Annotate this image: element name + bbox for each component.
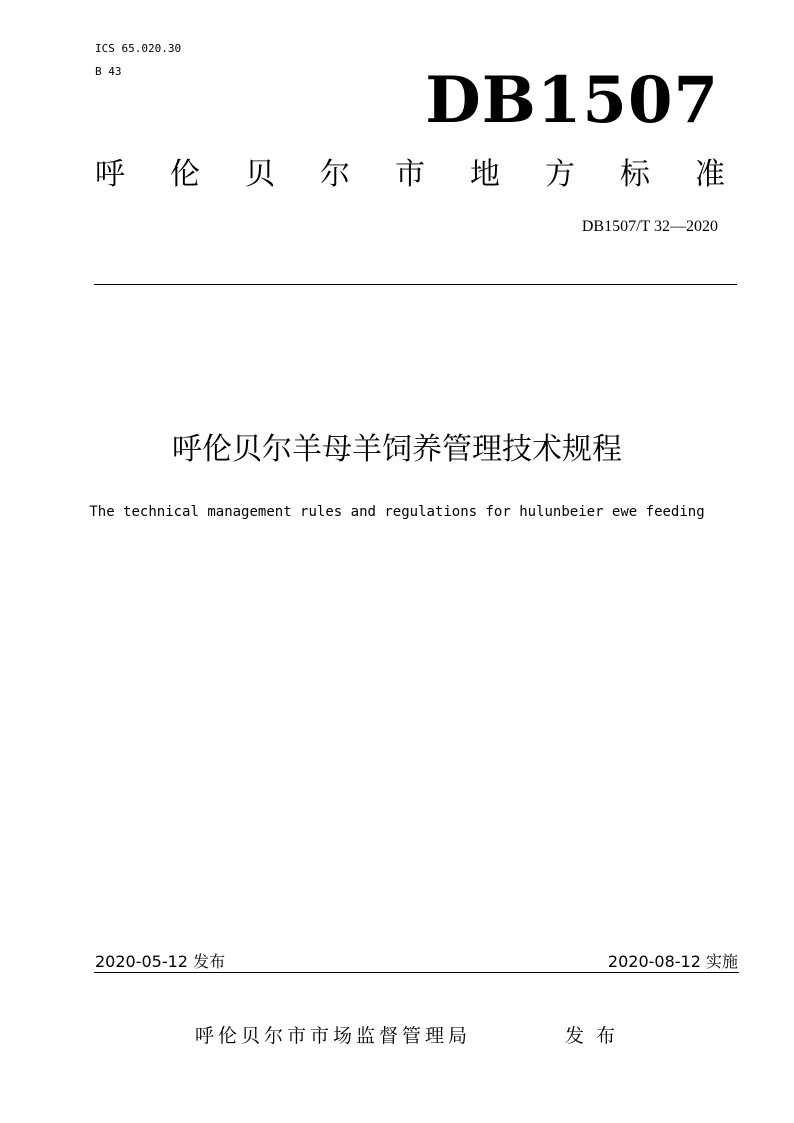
implementation-date: 2020-08-12 实施 (607, 952, 738, 971)
standard-number: DB1507/T 32—2020 (581, 218, 718, 235)
document-title-en: The technical management rules and regulations for hulunbeier ewe feeding (89, 504, 705, 520)
issuing-authority: 呼伦贝尔市市场监督管理局 (195, 1025, 472, 1047)
standard-type-char: 呼 (95, 157, 125, 192)
standard-type-heading (95, 155, 725, 195)
bottom-divider (94, 972, 739, 973)
standard-type-char: 方 (545, 157, 575, 192)
document-title-cn: 呼伦贝尔羊母羊饲养管理技术规程 (172, 432, 622, 467)
standard-type-char: 尔 (320, 157, 350, 192)
issued-label: 发布 (565, 1025, 628, 1047)
standard-type-char: 贝 (245, 157, 275, 192)
standard-type-char: 标 (620, 157, 650, 192)
classification-code: B 43 (95, 65, 122, 78)
standard-type-char: 准 (695, 157, 725, 192)
standard-type-char: 地 (470, 157, 500, 192)
standard-code-logo: DB1507 (425, 63, 719, 138)
top-divider (94, 284, 737, 285)
issue-date: 2020-05-12 发布 (95, 952, 226, 971)
standard-type-char: 市 (395, 157, 425, 192)
ics-code: ICS 65.020.30 (95, 42, 182, 55)
standard-type-char: 伦 (170, 157, 200, 192)
